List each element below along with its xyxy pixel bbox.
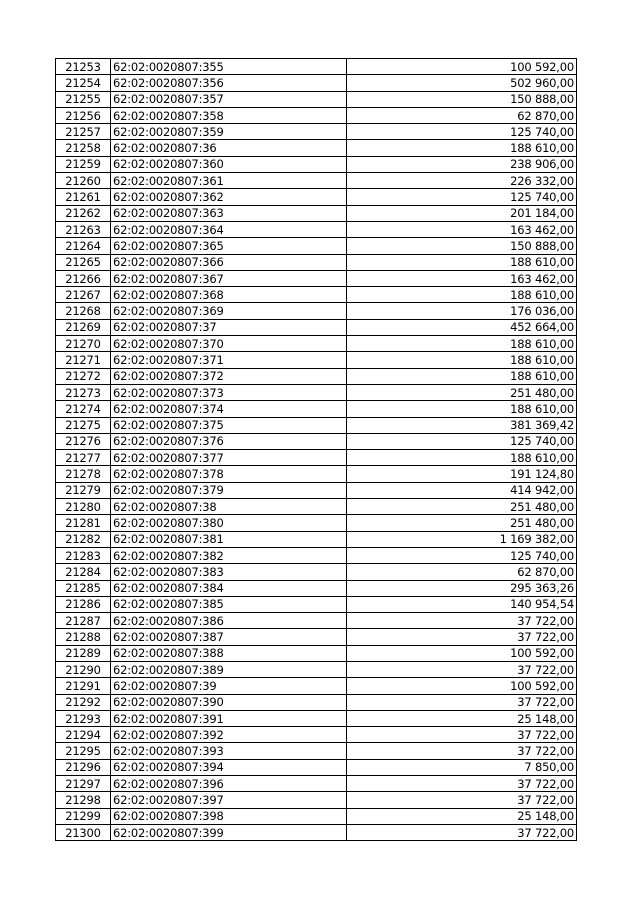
cadastral-number-cell: 62:02:0020807:397: [111, 792, 347, 808]
cadastral-number-cell: 62:02:0020807:396: [111, 776, 347, 792]
cadastral-value-cell: 37 722,00: [347, 824, 577, 840]
cadastral-value-cell: 100 592,00: [347, 645, 577, 661]
table-row: [56, 727, 577, 743]
cadastral-value-cell: 37 722,00: [347, 743, 577, 759]
table-row: [56, 580, 577, 596]
row-number-cell: 21296: [56, 759, 111, 775]
cadastral-number-cell: 62:02:0020807:373: [111, 384, 347, 400]
cadastral-number-cell: 62:02:0020807:376: [111, 433, 347, 449]
cadastral-number-cell: 62:02:0020807:356: [111, 75, 347, 91]
table-row: [56, 808, 577, 824]
table-row: [56, 205, 577, 221]
table-row: [56, 661, 577, 677]
row-number-cell: 21292: [56, 694, 111, 710]
table-row: [56, 401, 577, 417]
row-number-cell: 21282: [56, 531, 111, 547]
cadastral-number-cell: 62:02:0020807:387: [111, 629, 347, 645]
row-number-cell: 21270: [56, 336, 111, 352]
cadastral-number-cell: 62:02:0020807:361: [111, 173, 347, 189]
cadastral-number-cell: 62:02:0020807:355: [111, 59, 347, 75]
table-row: [56, 645, 577, 661]
table-row: [56, 368, 577, 384]
cadastral-number-cell: 62:02:0020807:39: [111, 678, 347, 694]
row-number-cell: 21258: [56, 140, 111, 156]
row-number-cell: 21291: [56, 678, 111, 694]
cadastral-number-cell: 62:02:0020807:364: [111, 221, 347, 237]
table-row: [56, 173, 577, 189]
table-row: [56, 433, 577, 449]
cadastral-value-cell: 37 722,00: [347, 661, 577, 677]
table-row: [56, 694, 577, 710]
cadastral-value-cell: 125 740,00: [347, 189, 577, 205]
row-number-cell: 21254: [56, 75, 111, 91]
row-number-cell: 21288: [56, 629, 111, 645]
row-number-cell: 21273: [56, 384, 111, 400]
table-row: [56, 792, 577, 808]
cadastral-number-cell: 62:02:0020807:375: [111, 417, 347, 433]
row-number-cell: 21271: [56, 352, 111, 368]
table-row: [56, 156, 577, 172]
table-row: [56, 319, 577, 335]
cadastral-value-cell: 125 740,00: [347, 124, 577, 140]
cadastral-value-cell: 188 610,00: [347, 450, 577, 466]
row-number-cell: 21285: [56, 580, 111, 596]
row-number-cell: 21293: [56, 710, 111, 726]
row-number-cell: 21299: [56, 808, 111, 824]
cadastral-value-cell: 100 592,00: [347, 678, 577, 694]
cadastral-value-cell: 163 462,00: [347, 270, 577, 286]
table-body: [56, 59, 577, 841]
cadastral-value-cell: 226 332,00: [347, 173, 577, 189]
cadastral-number-cell: 62:02:0020807:37: [111, 319, 347, 335]
cadastral-number-cell: 62:02:0020807:392: [111, 727, 347, 743]
cadastral-value-cell: 188 610,00: [347, 287, 577, 303]
row-number-cell: 21277: [56, 450, 111, 466]
cadastral-value-cell: 251 480,00: [347, 384, 577, 400]
row-number-cell: 21257: [56, 124, 111, 140]
table-row: [56, 759, 577, 775]
table-row: [56, 75, 577, 91]
cadastral-number-cell: 62:02:0020807:365: [111, 238, 347, 254]
table-row: [56, 547, 577, 563]
row-number-cell: 21283: [56, 547, 111, 563]
cadastral-value-table: [55, 58, 577, 841]
cadastral-value-cell: 37 722,00: [347, 792, 577, 808]
cadastral-value-cell: 37 722,00: [347, 613, 577, 629]
row-number-cell: 21256: [56, 107, 111, 123]
cadastral-value-cell: 176 036,00: [347, 303, 577, 319]
cadastral-number-cell: 62:02:0020807:394: [111, 759, 347, 775]
row-number-cell: 21287: [56, 613, 111, 629]
table-row: [56, 613, 577, 629]
cadastral-value-cell: 295 363,26: [347, 580, 577, 596]
table-row: [56, 352, 577, 368]
row-number-cell: 21260: [56, 173, 111, 189]
cadastral-number-cell: 62:02:0020807:382: [111, 547, 347, 563]
row-number-cell: 21289: [56, 645, 111, 661]
table-row: [56, 596, 577, 612]
cadastral-value-cell: 1 169 382,00: [347, 531, 577, 547]
row-number-cell: 21259: [56, 156, 111, 172]
table-row: [56, 140, 577, 156]
table-row: [56, 743, 577, 759]
cadastral-value-cell: 188 610,00: [347, 254, 577, 270]
cadastral-number-cell: 62:02:0020807:377: [111, 450, 347, 466]
cadastral-number-cell: 62:02:0020807:36: [111, 140, 347, 156]
table-row: [56, 564, 577, 580]
cadastral-number-cell: 62:02:0020807:388: [111, 645, 347, 661]
cadastral-value-cell: 25 148,00: [347, 808, 577, 824]
cadastral-number-cell: 62:02:0020807:38: [111, 499, 347, 515]
cadastral-value-cell: 238 906,00: [347, 156, 577, 172]
cadastral-value-cell: 188 610,00: [347, 352, 577, 368]
cadastral-value-cell: 452 664,00: [347, 319, 577, 335]
table-row: [56, 710, 577, 726]
row-number-cell: 21300: [56, 824, 111, 840]
row-number-cell: 21253: [56, 59, 111, 75]
cadastral-number-cell: 62:02:0020807:374: [111, 401, 347, 417]
table-row: [56, 450, 577, 466]
cadastral-number-cell: 62:02:0020807:370: [111, 336, 347, 352]
table-row: [56, 107, 577, 123]
row-number-cell: 21274: [56, 401, 111, 417]
cadastral-number-cell: 62:02:0020807:359: [111, 124, 347, 140]
row-number-cell: 21275: [56, 417, 111, 433]
cadastral-value-cell: 163 462,00: [347, 221, 577, 237]
row-number-cell: 21263: [56, 221, 111, 237]
cadastral-value-cell: 188 610,00: [347, 401, 577, 417]
cadastral-value-cell: 414 942,00: [347, 482, 577, 498]
table-row: [56, 515, 577, 531]
cadastral-value-cell: 37 722,00: [347, 694, 577, 710]
table-row: [56, 303, 577, 319]
row-number-cell: 21261: [56, 189, 111, 205]
row-number-cell: 21279: [56, 482, 111, 498]
cadastral-value-cell: 37 722,00: [347, 776, 577, 792]
table-row: [56, 287, 577, 303]
row-number-cell: 21290: [56, 661, 111, 677]
table-row: [56, 824, 577, 840]
table-row: [56, 124, 577, 140]
cadastral-value-cell: 150 888,00: [347, 91, 577, 107]
cadastral-number-cell: 62:02:0020807:367: [111, 270, 347, 286]
table-row: [56, 238, 577, 254]
cadastral-number-cell: 62:02:0020807:366: [111, 254, 347, 270]
cadastral-number-cell: 62:02:0020807:383: [111, 564, 347, 580]
cadastral-number-cell: 62:02:0020807:386: [111, 613, 347, 629]
row-number-cell: 21286: [56, 596, 111, 612]
row-number-cell: 21265: [56, 254, 111, 270]
table-row: [56, 629, 577, 645]
cadastral-number-cell: 62:02:0020807:358: [111, 107, 347, 123]
row-number-cell: 21255: [56, 91, 111, 107]
table-row: [56, 59, 577, 75]
cadastral-value-cell: 125 740,00: [347, 547, 577, 563]
row-number-cell: 21266: [56, 270, 111, 286]
row-number-cell: 21280: [56, 499, 111, 515]
table-row: [56, 776, 577, 792]
table-row: [56, 254, 577, 270]
cadastral-number-cell: 62:02:0020807:379: [111, 482, 347, 498]
row-number-cell: 21269: [56, 319, 111, 335]
row-number-cell: 21297: [56, 776, 111, 792]
cadastral-value-cell: 37 722,00: [347, 727, 577, 743]
row-number-cell: 21278: [56, 466, 111, 482]
table-row: [56, 531, 577, 547]
table-row: [56, 482, 577, 498]
cadastral-number-cell: 62:02:0020807:378: [111, 466, 347, 482]
row-number-cell: 21295: [56, 743, 111, 759]
table-row: [56, 499, 577, 515]
cadastral-number-cell: 62:02:0020807:393: [111, 743, 347, 759]
table-row: [56, 221, 577, 237]
cadastral-number-cell: 62:02:0020807:369: [111, 303, 347, 319]
table-row: [56, 466, 577, 482]
table-row: [56, 189, 577, 205]
cadastral-number-cell: 62:02:0020807:389: [111, 661, 347, 677]
cadastral-number-cell: 62:02:0020807:391: [111, 710, 347, 726]
cadastral-value-cell: 191 124,80: [347, 466, 577, 482]
cadastral-value-cell: 125 740,00: [347, 433, 577, 449]
cadastral-number-cell: 62:02:0020807:385: [111, 596, 347, 612]
cadastral-value-cell: 37 722,00: [347, 629, 577, 645]
table-row: [56, 336, 577, 352]
cadastral-value-cell: 100 592,00: [347, 59, 577, 75]
cadastral-number-cell: 62:02:0020807:357: [111, 91, 347, 107]
cadastral-number-cell: 62:02:0020807:399: [111, 824, 347, 840]
cadastral-number-cell: 62:02:0020807:371: [111, 352, 347, 368]
table-row: [56, 384, 577, 400]
table-row: [56, 270, 577, 286]
cadastral-number-cell: 62:02:0020807:360: [111, 156, 347, 172]
cadastral-number-cell: 62:02:0020807:398: [111, 808, 347, 824]
cadastral-number-cell: 62:02:0020807:372: [111, 368, 347, 384]
cadastral-value-cell: 188 610,00: [347, 368, 577, 384]
cadastral-number-cell: 62:02:0020807:368: [111, 287, 347, 303]
cadastral-value-cell: 381 369,42: [347, 417, 577, 433]
cadastral-value-cell: 188 610,00: [347, 336, 577, 352]
cadastral-value-cell: 62 870,00: [347, 564, 577, 580]
cadastral-value-cell: 150 888,00: [347, 238, 577, 254]
cadastral-number-cell: 62:02:0020807:384: [111, 580, 347, 596]
cadastral-number-cell: 62:02:0020807:381: [111, 531, 347, 547]
row-number-cell: 21268: [56, 303, 111, 319]
cadastral-value-cell: 62 870,00: [347, 107, 577, 123]
cadastral-value-cell: 502 960,00: [347, 75, 577, 91]
cadastral-value-cell: 7 850,00: [347, 759, 577, 775]
row-number-cell: 21298: [56, 792, 111, 808]
row-number-cell: 21284: [56, 564, 111, 580]
row-number-cell: 21276: [56, 433, 111, 449]
table-row: [56, 91, 577, 107]
row-number-cell: 21272: [56, 368, 111, 384]
cadastral-value-cell: 201 184,00: [347, 205, 577, 221]
table-row: [56, 678, 577, 694]
cadastral-number-cell: 62:02:0020807:362: [111, 189, 347, 205]
cadastral-number-cell: 62:02:0020807:380: [111, 515, 347, 531]
row-number-cell: 21281: [56, 515, 111, 531]
row-number-cell: 21267: [56, 287, 111, 303]
cadastral-number-cell: 62:02:0020807:390: [111, 694, 347, 710]
row-number-cell: 21264: [56, 238, 111, 254]
cadastral-value-cell: 25 148,00: [347, 710, 577, 726]
row-number-cell: 21294: [56, 727, 111, 743]
cadastral-value-cell: 188 610,00: [347, 140, 577, 156]
cadastral-value-cell: 251 480,00: [347, 499, 577, 515]
table-row: [56, 417, 577, 433]
cadastral-number-cell: 62:02:0020807:363: [111, 205, 347, 221]
cadastral-value-cell: 140 954,54: [347, 596, 577, 612]
cadastral-value-cell: 251 480,00: [347, 515, 577, 531]
row-number-cell: 21262: [56, 205, 111, 221]
